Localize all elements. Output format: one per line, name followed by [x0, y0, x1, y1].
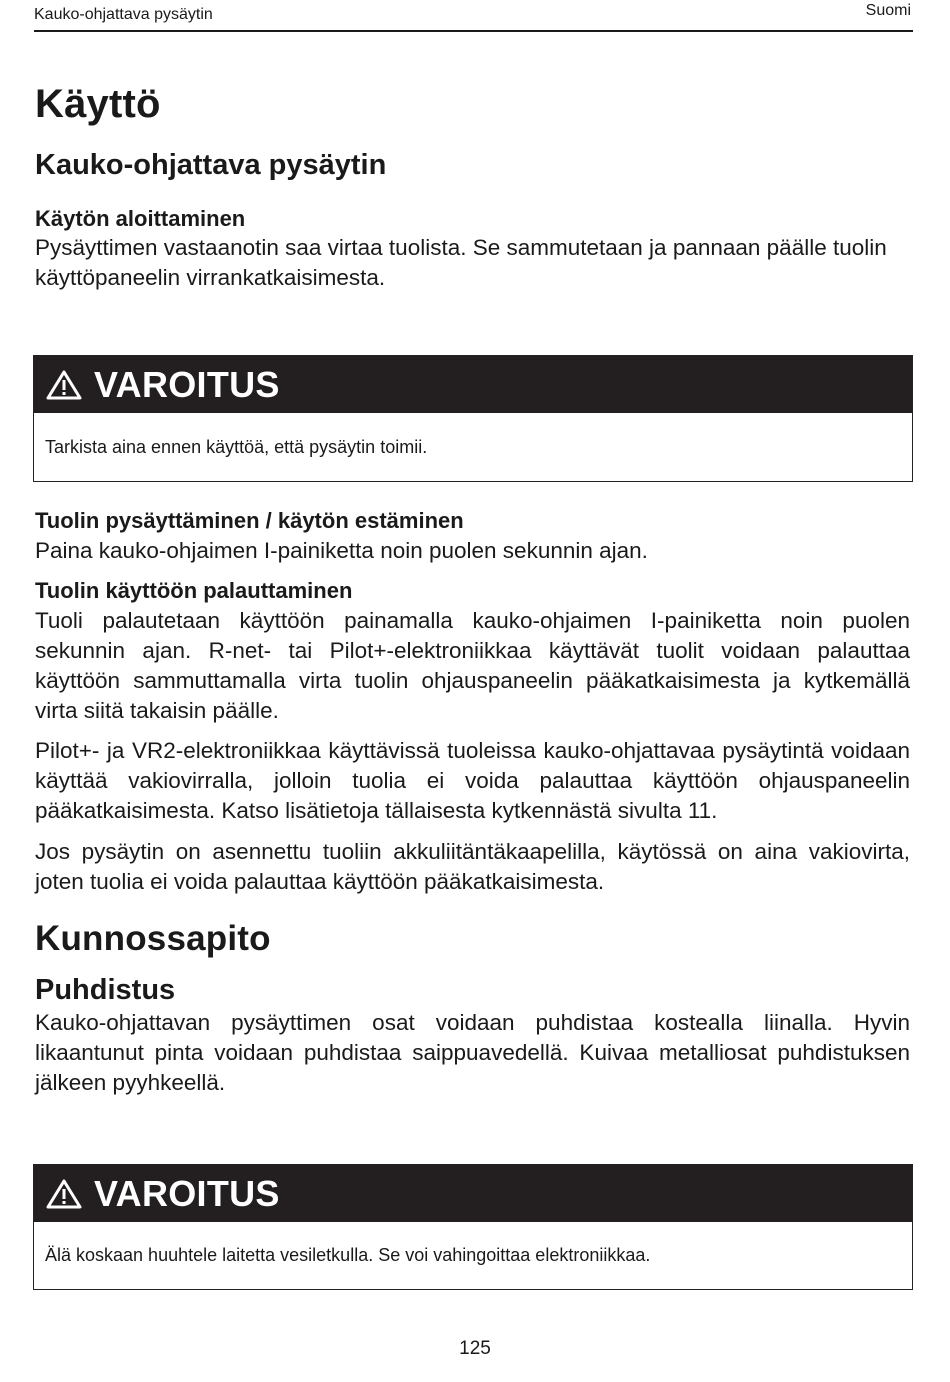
restore-paragraph-3: Jos pysäytin on asennettu tuoliin akkuliitäntäkaapelilla, käytössä on aina vakiovirta, joten tuolia ei voida palauttaa käyttöön pääkatkaisimesta.: [35, 839, 910, 894]
maintenance-title: Kunnossapito: [35, 919, 271, 958]
warning-title: VAROITUS: [94, 1172, 280, 1214]
running-header: [34, 0, 913, 32]
warning-title: VAROITUS: [94, 363, 280, 405]
page-title: Käyttö: [35, 82, 161, 126]
header-language: Suomi: [865, 2, 911, 19]
start-text: Pysäyttimen vastaanotin saa virtaa tuolista. Se sammutetaan ja pannaan päälle tuolin käyttöpaneelin virrankatkaisimesta.: [35, 235, 887, 290]
warning-triangle-icon: [46, 1179, 82, 1209]
warning-triangle-icon: [46, 370, 82, 400]
stop-heading: Tuolin pysäyttäminen / käytön estäminen: [35, 508, 464, 533]
cleaning-heading: Puhdistus: [35, 974, 176, 1006]
restore-text: Tuoli palautetaan käyttöön painamalla kauko-ohjaimen I-painiketta noin puolen sekunnin ajan. R-net- tai Pilot+-elektroniikkaa käyttävät tuolit voidaan palauttaa käyttöön sammuttamalla virta tuolin ohjauspaneelin pääkatkaisimesta ja kytkemällä virta siitä takaisin päälle.: [35, 608, 910, 723]
page-number: 125: [459, 1338, 491, 1359]
warning-box-2: [33, 1164, 913, 1290]
cleaning-text: Kauko-ohjattavan pysäyttimen osat voidaan puhdistaa kostealla liinalla. Hyvin likaantunut pinta voidaan puhdistaa saippuavedellä. Kuivaa metalliosat puhdistuksen jälkeen pyyhkeellä.: [35, 1010, 910, 1095]
header-section-title: Kauko-ohjattava pysäytin: [34, 6, 213, 23]
start-heading: Käytön aloittaminen: [35, 206, 246, 231]
restore-paragraph-2: Pilot+- ja VR2-elektroniikkaa käyttävissä tuoleissa kauko-ohjattavaa pysäytintä voidaan käyttää vakiovirralla, jolloin tuolia ei voida palauttaa käyttöön ohjauspaneelin pääkatkaisimesta. Katso lisätietoja tällaisesta kytkennästä sivulta 11.: [35, 738, 910, 823]
restore-heading: Tuolin käyttöön palauttaminen: [35, 578, 353, 603]
stop-text: Paina kauko-ohjaimen I-painiketta noin puolen sekunnin ajan.: [35, 538, 648, 563]
warning-box-1: [33, 355, 913, 482]
warning-text: Älä koskaan huuhtele laitetta vesiletkulla. Se voi vahingoittaa elektroniikkaa.: [45, 1245, 651, 1265]
warning-text: Tarkista aina ennen käyttöä, että pysäytin toimii.: [45, 437, 428, 457]
section-subtitle: Kauko-ohjattava pysäytin: [35, 149, 387, 181]
warning-header: [34, 1165, 912, 1222]
warning-header: [34, 356, 912, 413]
